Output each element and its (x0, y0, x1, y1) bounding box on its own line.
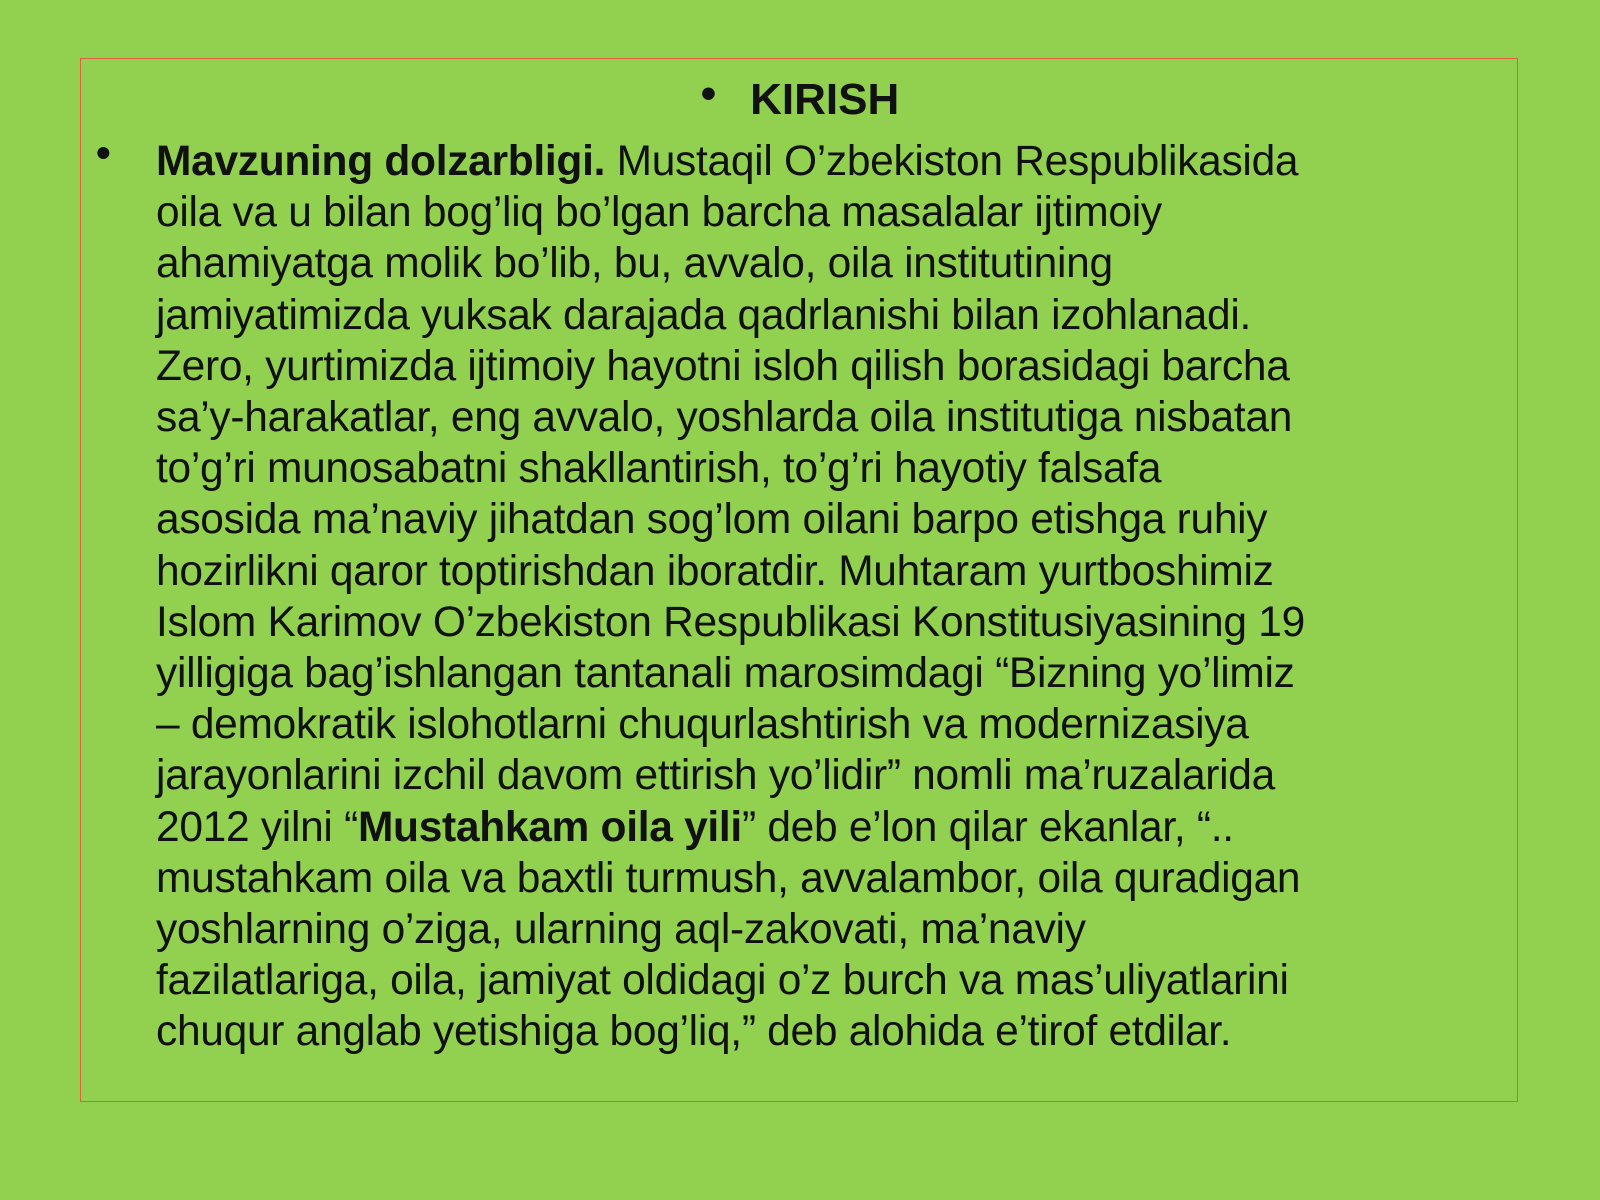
line-text: Mustaqil O’zbekiston Respublikasida (605, 138, 1299, 185)
paragraph-line: fazilatlariga, oila, jamiyat oldidagi o’z burch va mas’uliyatlarini (156, 957, 1289, 1005)
paragraph-line: yilligiga bag’ishlangan tantanali marosimdagi “Bizning yo’limiz (156, 650, 1295, 698)
paragraph-line: to’g’ri munosabatni shakllantirish, to’g’ri hayotiy falsafa (156, 445, 1162, 493)
paragraph-line: sa’y-harakatlar, eng avvalo, yoshlarda oila institutiga nisbatan (156, 394, 1293, 442)
paragraph-line: ahamiyatga molik bo’lib, bu, avvalo, oila institutining (156, 240, 1113, 288)
paragraph-line: – demokratik islohotlarni chuqurlashtirish va modernizasiya (156, 701, 1249, 749)
paragraph-line: oila va u bilan bog’liq bo’lgan barcha masalalar ijtimoiy (156, 189, 1162, 237)
paragraph-line: asosida ma’naviy jihatdan sog’lom oilani barpo etishga ruhiy (156, 496, 1268, 544)
paragraph-line: Zero, yurtimizda ijtimoiy hayotni isloh qilish borasidagi barcha (156, 342, 1290, 390)
paragraph-line (156, 802, 1496, 853)
intro-paragraph (156, 136, 1496, 1058)
paragraph-line: mustahkam oila va baxtli turmush, avvalambor, oila quradigan (156, 854, 1301, 902)
heading-bullet: • (700, 69, 717, 118)
line-text: 2012 yilni “ (156, 803, 358, 851)
paragraph-line: Islom Karimov O’zbekiston Respublikasi Konstitusiyasining 19 (156, 598, 1305, 646)
paragraph-bullet: • (96, 129, 111, 176)
paragraph-line: jamiyatimizda yuksak darajada qadrlanishi bilan izohlanadi. (156, 291, 1251, 339)
line-text: ” deb e’lon qilar ekanlar, “.. (741, 803, 1234, 851)
slide-heading-row (0, 69, 1600, 126)
paragraph-line (156, 136, 1496, 187)
paragraph-line: hozirlikni qaror toptirishdan iboratdir. Muhtaram yurtboshimiz (156, 547, 1274, 595)
paragraph-line: jarayonlarini izchil davom ettirish yo’lidir” nomli ma’ruzalarida (156, 752, 1275, 800)
lead-bold-text: Mavzuning dolzarbligi. (156, 138, 606, 185)
slide-heading: KIRISH (750, 75, 900, 124)
paragraph-line: yoshlarning o’ziga, ularning aql-zakovati, ma’naviy (156, 906, 1086, 954)
year-name-bold-text: Mustahkam oila yili (357, 803, 742, 851)
paragraph-line: chuqur anglab yetishiga bog’liq,” deb alohida e’tirof etdilar. (156, 1008, 1232, 1056)
